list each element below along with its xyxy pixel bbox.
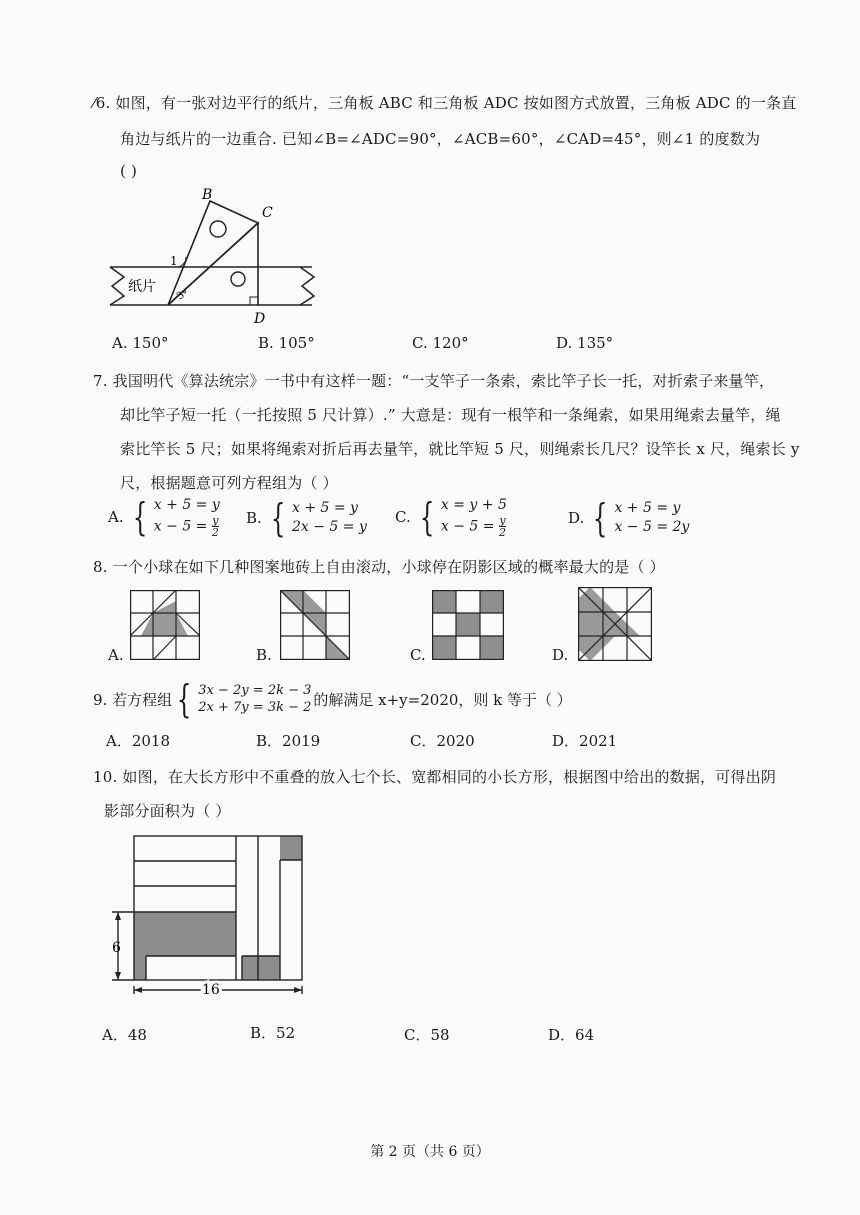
- q10-option-c: C．58: [404, 1026, 450, 1044]
- q9-eq2: 2x + 7y = 3k − 2: [198, 700, 312, 715]
- q7-line1: 7. 我国明代《算法统宗》一书中有这样一题：“一支竿子一条索，索比竿子长一托，对折索子来量竿，: [93, 372, 775, 390]
- label-paper: 纸片: [128, 279, 156, 295]
- q7-a-den: 2: [211, 526, 219, 539]
- q7-option-a: A. { x + 5 = y x − 5 = $\frac{y}{2}$: [108, 495, 220, 539]
- q8-label-b: B.: [256, 646, 272, 664]
- q6-option-a: A. 150°: [112, 334, 169, 352]
- q7-a-eq1: x + 5 = y: [153, 497, 220, 513]
- label-six: 6: [112, 940, 121, 956]
- label-d: D: [254, 311, 266, 327]
- q7-option-d-label: D.: [568, 509, 585, 527]
- q10-figure: [100, 826, 315, 996]
- q7-option-b-label: B.: [246, 509, 262, 527]
- q7-line3: 索比竿长 5 尺；如果将绳索对折后再去量竿，就比竿短 5 尺，则绳索长几尺？设竿长 x 尺，绳索长 y: [120, 440, 800, 458]
- q7-c-eq2: x − 5 =: [440, 518, 499, 535]
- q7-c-eq1: x = y + 5: [440, 497, 507, 513]
- q10-option-d: D．64: [548, 1026, 595, 1044]
- q10-option-b: B．52: [250, 1024, 296, 1042]
- q7-option-a-label: A.: [108, 508, 124, 526]
- q6-option-c: C. 120°: [412, 334, 469, 352]
- q7-b-eq1: x + 5 = y: [291, 500, 358, 516]
- q9-option-b: B．2019: [256, 732, 321, 750]
- q7-option-b: B. { x + 5 = y 2x − 5 = y: [246, 496, 367, 540]
- q7-a-eq2: x − 5 =: [153, 518, 212, 535]
- q8-label-c: C.: [410, 646, 426, 664]
- page-footer: 第 2 页（共 6 页）: [370, 1144, 490, 1160]
- q6-line2: 角边与纸片的一边重合. 已知∠B=∠ADC=90°，∠ACB=60°，∠CAD=45°，则∠1 的度数为: [120, 130, 761, 148]
- q8-tile-b: [280, 590, 350, 660]
- q7-option-c-label: C.: [395, 508, 411, 526]
- q9-pre: 9. 若方程组: [93, 690, 173, 709]
- q6-figure: [100, 185, 330, 335]
- q7-c-num: y: [499, 514, 506, 527]
- q7-c-den: 2: [498, 526, 506, 539]
- q7-a-num: y: [212, 514, 219, 527]
- q8-label-a: A.: [108, 646, 124, 664]
- q9-post: 的解满足 x+y=2020，则 k 等于（ ）: [313, 690, 572, 709]
- q10-line1: 10. 如图，在大长方形中不重叠的放入七个长、宽都相同的小长方形，根据图中给出的数据，可得出阴: [93, 768, 777, 786]
- q9-option-c: C．2020: [410, 732, 475, 750]
- q6-paren: ( ): [120, 162, 138, 180]
- q9-option-d: D．2021: [552, 732, 618, 750]
- q8-tile-c: [432, 590, 504, 660]
- q7-d-eq1: x + 5 = y: [614, 500, 681, 516]
- q9-eq1: 3x − 2y = 2k − 3: [198, 683, 312, 698]
- q7-line4: 尺，根据题意可列方程组为（ ）: [120, 474, 338, 492]
- label-angle-3: 3∘: [174, 286, 191, 303]
- q6-option-b: B. 105°: [258, 334, 315, 352]
- q10-option-a: A．48: [102, 1026, 147, 1044]
- label-b: B: [202, 187, 213, 203]
- q7-line2: 却比竿子短一托（一托按照 5 尺计算）.” 大意是：现有一根竿和一条绳索，如果用绳索去量竿，绳: [120, 406, 781, 424]
- q6-line1: ⁄6. 如图，有一张对边平行的纸片，三角板 ABC 和三角板 ADC 按如图方式放置，三角板 ADC 的一条直: [93, 94, 797, 112]
- q7-option-c: C. { x = y + 5 x − 5 = $\frac{y}{2}$: [395, 495, 507, 539]
- label-c: C: [262, 205, 273, 221]
- q6-option-d: D. 135°: [556, 334, 614, 352]
- label-angle-1: 1: [170, 254, 178, 268]
- q9-option-a: A．2018: [106, 732, 171, 750]
- q8-label-d: D.: [552, 646, 569, 664]
- q9-line: 9. 若方程组 { 3x − 2y = 2k − 3 2x + 7y = 3k − 2 的解满足 x+y=2020，则 k 等于（ ）: [93, 677, 572, 721]
- q8-tile-d: [578, 587, 652, 661]
- q7-option-d: D. { x + 5 = y x − 5 = 2y: [568, 496, 690, 540]
- q8-tile-a: [130, 590, 200, 660]
- q7-b-eq2: 2x − 5 = y: [291, 519, 367, 535]
- q8-text: 8. 一个小球在如下几种图案地砖上自由滚动，小球停在阴影区域的概率最大的是（ ）: [93, 558, 665, 576]
- q10-line2: 影部分面积为（ ）: [104, 802, 231, 820]
- q7-d-eq2: x − 5 = 2y: [614, 519, 690, 535]
- label-sixteen: 16: [202, 982, 220, 996]
